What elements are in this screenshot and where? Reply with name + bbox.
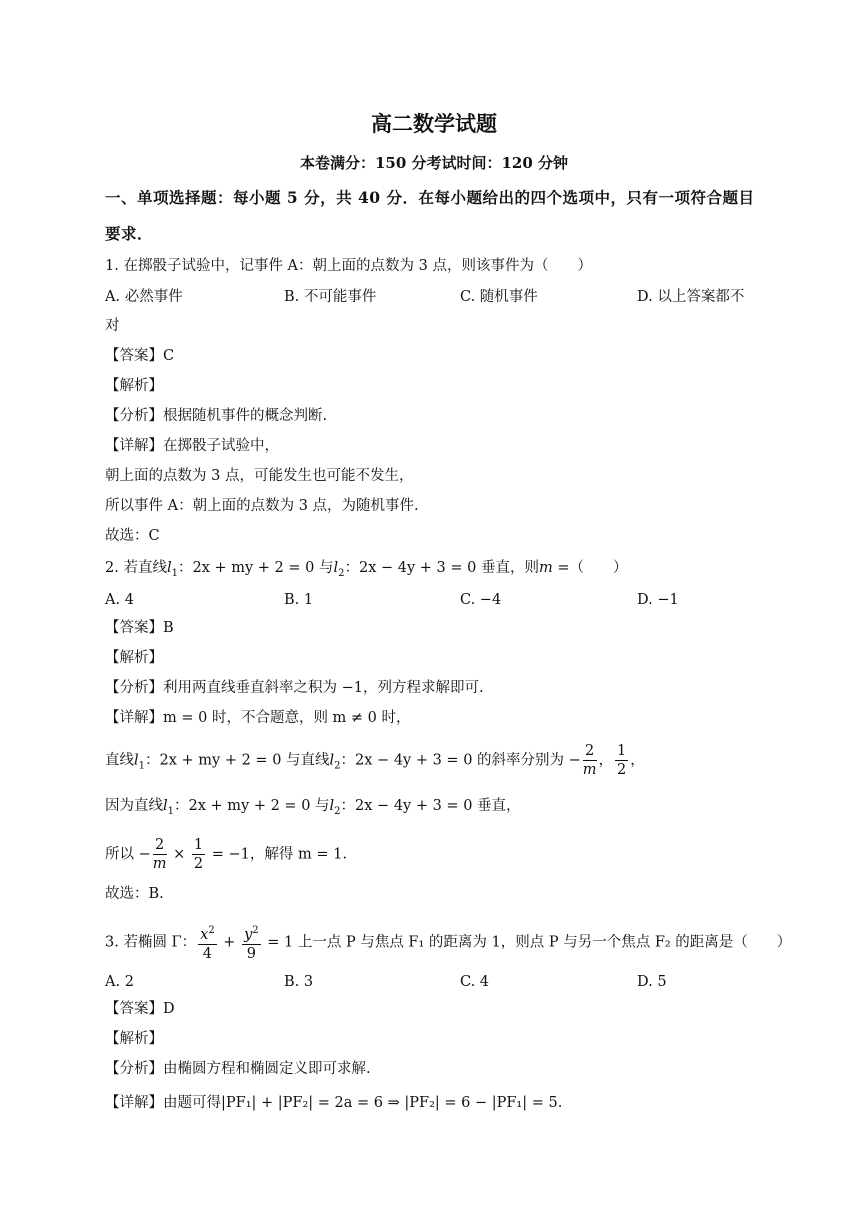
q3-detail: 【详解】由题可得|PF₁| + |PF₂| = 2a = 6 ⇒ |PF₂| = 6 − |PF₁| = 5. bbox=[105, 1095, 563, 1111]
q1-option-b: B. 不可能事件 bbox=[284, 289, 377, 305]
q2-detail-3: 因为直线$l_1$：2x + my + 2 = 0 与$l_2$：2x − 4y + 3 = 0 垂直， bbox=[105, 798, 521, 817]
q3-fenxi: 【分析】由椭圆方程和椭圆定义即可求解. bbox=[105, 1061, 371, 1077]
q1-detail-2: 朝上面的点数为 3 点，可能发生也可能不发生， bbox=[105, 468, 414, 484]
q1-option-d-wrap: 对 bbox=[105, 318, 120, 334]
q2-fenxi: 【分析】利用两直线垂直斜率之积为 −1，列方程求解即可. bbox=[105, 680, 484, 696]
q2-answer: 【答案】B bbox=[105, 620, 174, 636]
q2-option-c: C. −4 bbox=[460, 592, 502, 608]
q1-stem: 1. 在掷骰子试验中，记事件 A：朝上面的点数为 3 点，则该事件为（ ） bbox=[105, 258, 592, 274]
fraction-y2-over-9: $\frac{y^2}{9}$ bbox=[242, 922, 261, 963]
fraction-2-over-m: $\frac{2}{m}$ bbox=[582, 743, 597, 778]
q1-detail-4: 故选：C bbox=[105, 528, 160, 544]
q1-fenxi: 【分析】根据随机事件的概念判断. bbox=[105, 408, 328, 424]
q3-option-b: B. 3 bbox=[284, 974, 314, 990]
q3-answer: 【答案】D bbox=[105, 1001, 175, 1017]
q2-jiexi: 【解析】 bbox=[105, 650, 163, 666]
q1-jiexi: 【解析】 bbox=[105, 378, 163, 394]
q3-option-c: C. 4 bbox=[460, 974, 490, 990]
q2-done: 故选：B. bbox=[105, 886, 164, 902]
exam-info: 本卷满分：150 分考试时间：120 分钟 bbox=[299, 154, 569, 172]
q1-option-c: C. 随机事件 bbox=[460, 289, 538, 305]
q1-detail-3: 所以事件 A：朝上面的点数为 3 点，为随机事件. bbox=[105, 498, 419, 514]
q2-option-a: A. 4 bbox=[105, 592, 134, 608]
q2-option-d: D. −1 bbox=[637, 592, 679, 608]
q3-stem: 3. 若椭圆 Γ： $\frac{x^2}{4}$ + $\frac{y^2}{9}$ = 1 上一点 P 与焦点 F₁ 的距离为 1，则点 P 与另一个焦点 F₂ 的距离是（ ） bbox=[105, 922, 791, 963]
document-title: 高二数学试题 bbox=[371, 111, 497, 136]
q2-detail-4: 所以 − $\frac{2}{m}$ × $\frac{1}{2}$ = −1，解得 m = 1. bbox=[105, 837, 347, 872]
q1-option-a: A. 必然事件 bbox=[105, 289, 183, 305]
q2-stem: 2. 若直线$l_1$：2x + my + 2 = 0 与$l_2$：2x − 4y + 3 = 0 垂直，则m =（ ） bbox=[105, 560, 628, 579]
q2-option-b: B. 1 bbox=[284, 592, 314, 608]
q1-detail-1: 【详解】在掷骰子试验中， bbox=[105, 438, 279, 454]
q3-jiexi: 【解析】 bbox=[105, 1031, 163, 1047]
q1-option-d: D. 以上答案都不 bbox=[637, 289, 745, 305]
q2-detail-1: 【详解】m = 0 时，不合题意，则 m ≠ 0 时， bbox=[105, 710, 411, 726]
fraction-x2-over-4: $\frac{x^2}{4}$ bbox=[198, 922, 217, 963]
q3-option-d: D. 5 bbox=[637, 974, 667, 990]
fraction-1-over-2: $\frac{1}{2}$ bbox=[193, 837, 204, 872]
q1-answer: 【答案】C bbox=[105, 348, 175, 364]
fraction-2-over-m: $\frac{2}{m}$ bbox=[152, 837, 167, 872]
fraction-1-over-2: $\frac{1}{2}$ bbox=[617, 743, 627, 778]
q3-option-a: A. 2 bbox=[105, 974, 134, 990]
q2-detail-2: 直线$l_1$：2x + my + 2 = 0 与直线$l_2$：2x − 4y + 3 = 0 的斜率分别为 − $\frac{2}{m}$ ， $\frac{1}{2}$ ， bbox=[105, 743, 645, 778]
section-heading: 一、单项选择题：每小题 5 分，共 40 分．在每小题给出的四个选项中，只有一项符合题目要求． bbox=[105, 188, 755, 243]
